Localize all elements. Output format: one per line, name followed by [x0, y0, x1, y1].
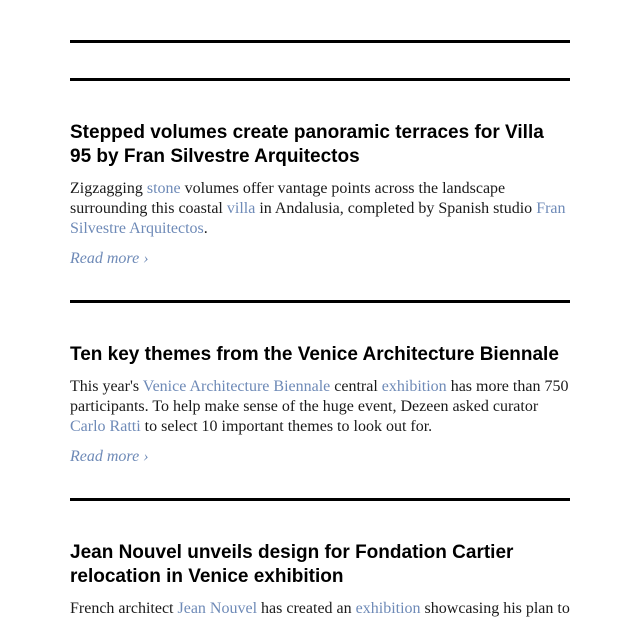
excerpt-text: Zigzagging — [70, 180, 147, 197]
excerpt-text: has created an — [257, 600, 356, 617]
article-excerpt — [70, 377, 570, 437]
inline-link[interactable]: Venice Architecture Biennale — [142, 378, 331, 395]
article-excerpt — [70, 179, 570, 239]
inline-link[interactable]: Jean Nouvel — [177, 600, 258, 617]
divider — [70, 300, 570, 303]
divider — [70, 78, 570, 81]
inline-link[interactable]: stone — [146, 180, 181, 197]
article-card — [70, 343, 570, 498]
inline-link[interactable]: exhibition — [355, 600, 421, 617]
article-feed — [70, 40, 570, 619]
excerpt-text: showcasing his plan to — [420, 600, 570, 617]
divider — [70, 40, 570, 43]
article-title[interactable]: Stepped volumes create panoramic terraces for Villa 95 by Fran Silvestre Arquitectos — [70, 122, 544, 167]
article-card — [70, 541, 570, 619]
excerpt-text: central — [330, 378, 382, 395]
inline-link[interactable]: Carlo Ratti — [70, 418, 141, 435]
inline-link[interactable]: Fran Silvestre Arquitectos — [70, 200, 566, 237]
inline-link[interactable]: exhibition — [381, 378, 447, 395]
excerpt-text: volumes offer vantage points across the landscape surrounding this coastal — [70, 180, 506, 217]
excerpt-text: to select 10 important themes to look out for. — [140, 418, 433, 435]
excerpt-text: . — [203, 220, 208, 237]
article-excerpt — [70, 599, 570, 619]
article-card — [70, 121, 570, 300]
article-title[interactable]: Jean Nouvel unveils design for Fondation Cartier relocation in Venice exhibition — [70, 542, 514, 587]
excerpt-text: in Andalusia, completed by Spanish studio — [255, 200, 537, 217]
article-title[interactable]: Ten key themes from the Venice Architecture Biennale — [70, 344, 559, 365]
inline-link[interactable]: villa — [226, 200, 256, 217]
read-more-link[interactable]: Read more › — [70, 250, 149, 267]
excerpt-text: This year's — [70, 378, 143, 395]
divider — [70, 498, 570, 501]
read-more-link[interactable]: Read more › — [70, 448, 149, 465]
excerpt-text: French architect — [70, 600, 178, 617]
excerpt-text: has more than 750 participants. To help make sense of the huge event, Dezeen asked curator — [70, 378, 569, 415]
